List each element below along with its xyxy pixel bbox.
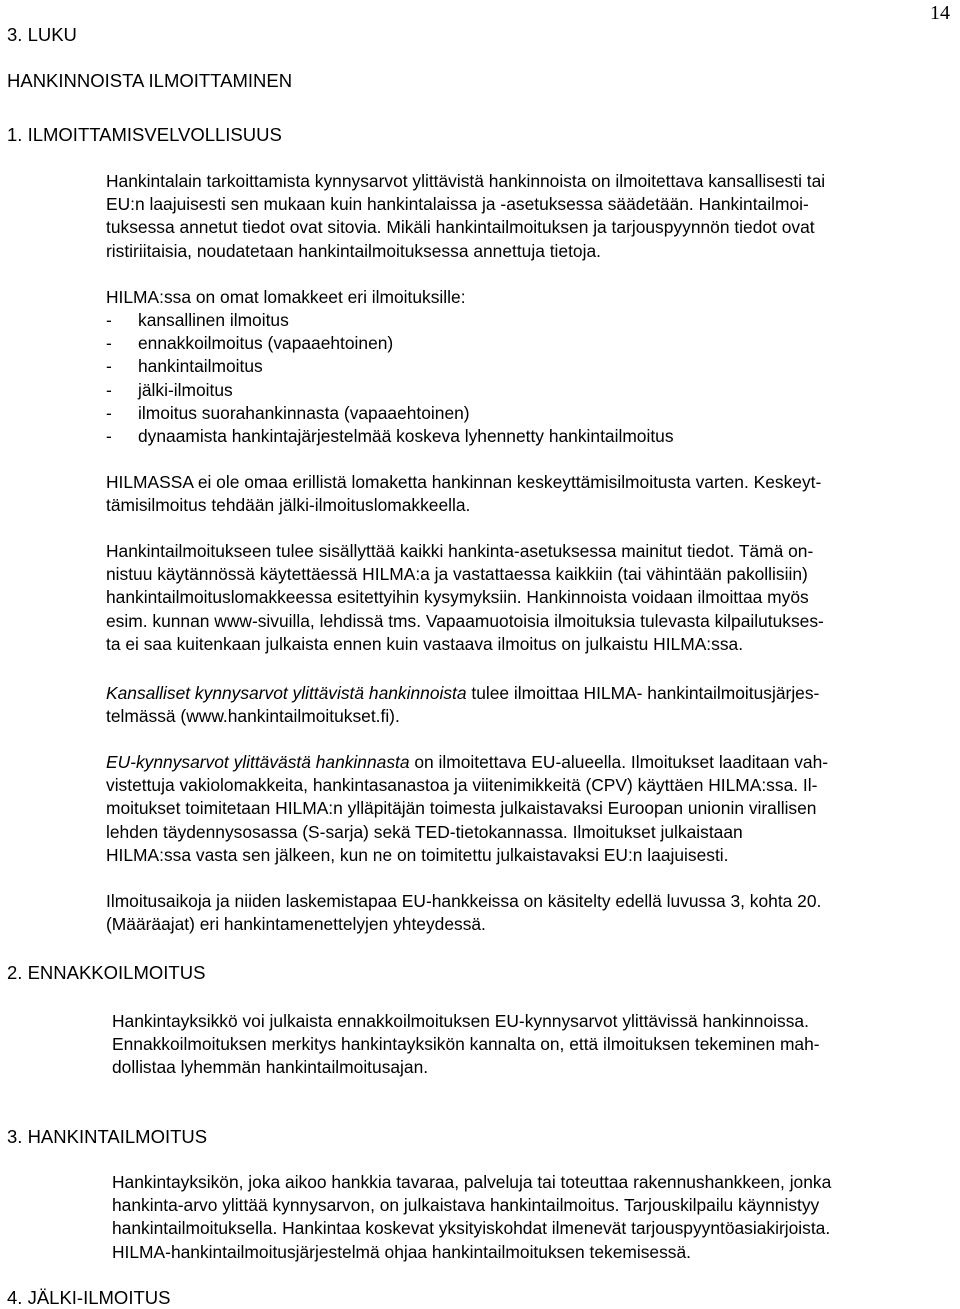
section-3-heading: 3. HANKINTAILMOITUS bbox=[7, 1126, 208, 1147]
list-dash: - bbox=[106, 310, 112, 330]
section-1-paragraph-6: Ilmoitusaikoja ja niiden laskemistapaa EU-hankkeissa on käsitelty edellä luvussa 3, kohta 20. (Määräajat) eri hankintamenettelyjen yhteydessä. bbox=[106, 891, 822, 935]
section-1-paragraph-5 bbox=[106, 751, 946, 867]
chapter-label: 3. LUKU bbox=[7, 24, 77, 45]
section-3-paragraph-1: Hankintayksikön, joka aikoo hankkia tavaraa, palveluja tai toteuttaa rakennushankkeen, jonka hankinta-arvo ylittää kynnysarvon, on julkaistava hankintailmoitus. Tarjouskilpailu käynnistyy hankintailmoituksella. Hankintaa koskevat yksityiskohdat ilmenevät tarjouspyyntöasiakirjoista. HILMA-hankintailmoitusjärjestelmä ohjaa hankintailmoituksen tekemisessä. bbox=[112, 1172, 832, 1262]
list-item bbox=[106, 379, 946, 402]
section-1-paragraph-4 bbox=[106, 682, 946, 728]
section-1-paragraph-3: Hankintailmoitukseen tulee sisällyttää kaikki hankinta-asetuksessa mainitut tiedot. Tämä on- nistuu käytännössä käytettäessä HILMA:a ja vastattaessa kaikkiin (tai vähintään pakollisiin) hankintailmoituslomakkeessa esitettyihin kysymyksiin. Hankinnoista voidaan ilmoittaa myös esim. kunnan www-sivuilla, lehdissä tms. Vapaamuotoisia ilmoituksia tulevasta kilpailutukses- ta ei saa kuitenkaan julkaista ennen kuin vastaava ilmoitus on julkaistu HILMA:ssa. bbox=[106, 541, 824, 654]
list-item bbox=[106, 355, 946, 378]
list-item bbox=[106, 425, 946, 448]
italic-phrase: Kansalliset kynnysarvot ylittävistä hankinnoista bbox=[106, 683, 467, 703]
form-list-intro: HILMA:ssa on omat lomakkeet eri ilmoituksille: bbox=[106, 287, 466, 307]
italic-phrase: EU-kynnysarvot ylittävästä hankinnasta bbox=[106, 752, 410, 772]
list-item-text: jälki-ilmoitus bbox=[138, 379, 233, 400]
section-4-heading: 4. JÄLKI-ILMOITUS bbox=[7, 1287, 171, 1308]
list-dash: - bbox=[106, 333, 112, 354]
page-number: 14 bbox=[930, 2, 950, 24]
paragraph-text: on ilmoitettava EU-alueella. Ilmoitukset laaditaan vah- vistettuja vakiolomakkeita, hankintasanastoa ja viitenimikkeitä (CPV) käyttäen HILMA:ssa. Il- moitukset toimitetaan HILMA:n ylläpitäjän toimesta julkaistavaksi Euroopan unionin virallisen lehden täydennysosassa (S-sarja) sekä TED-tietokannassa. Ilmoitukset julkaistaan HILMA:ssa vasta sen jälkeen, kun ne on toimitettu julkaistavaksi EU:n laajuisesti. bbox=[106, 752, 829, 865]
list-dash: - bbox=[106, 402, 112, 423]
form-list bbox=[106, 309, 946, 448]
list-item-text: kansallinen ilmoitus bbox=[138, 310, 289, 330]
list-item bbox=[106, 309, 946, 332]
section-2-heading: 2. ENNAKKOILMOITUS bbox=[7, 962, 206, 983]
section-2-paragraph-1: Hankintayksikkö voi julkaista ennakkoilmoituksen EU-kynnysarvot ylittävissä hankinnoissa. Ennakkoilmoituksen merkitys hankintayksikön kannalta on, että ilmoituksen tekeminen mah- dollistaa lyhemmän hankintailmoitusajan. bbox=[112, 1011, 820, 1078]
section-1-paragraph-2: HILMASSA ei ole omaa erillistä lomaketta hankinnan keskeyttämisilmoitusta varten. Keskeyt- tämisilmoitus tehdään jälki-ilmoituslomakkeella. bbox=[106, 472, 822, 516]
list-dash: - bbox=[106, 379, 112, 400]
list-item-text: hankintailmoitus bbox=[138, 356, 263, 377]
list-dash: - bbox=[106, 426, 112, 447]
chapter-title: HANKINNOISTA ILMOITTAMINEN bbox=[7, 70, 293, 91]
list-item-text: ennakkoilmoitus (vapaaehtoinen) bbox=[138, 333, 394, 354]
section-1-heading: 1. ILMOITTAMISVELVOLLISUUS bbox=[7, 124, 282, 145]
section-1-paragraph-1: Hankintalain tarkoittamista kynnysarvot ylittävistä hankinnoista on ilmoitettava kansallisesti tai EU:n laajuisesti sen mukaan kuin hankintalaissa ja -asetuksessa säädetään. Hankintailmoi- tuksessa annetut tiedot ovat sitovia. Mikäli hankintailmoituksen ja tarjouspyynnön tiedot ovat ristiriitaisia, noudatetaan hankintailmoituksessa annettuja tietoja. bbox=[106, 171, 826, 261]
paragraph-text: tulee ilmoittaa HILMA- hankintailmoitusjärjes- telmässä (www.hankintailmoitukset.fi). bbox=[106, 683, 820, 727]
list-item bbox=[106, 332, 946, 355]
list-dash: - bbox=[106, 356, 112, 377]
list-item-text: ilmoitus suorahankinnasta (vapaaehtoinen) bbox=[138, 402, 470, 423]
list-item-text: dynaamista hankintajärjestelmää koskeva lyhennetty hankintailmoitus bbox=[138, 426, 674, 447]
list-item bbox=[106, 402, 946, 425]
